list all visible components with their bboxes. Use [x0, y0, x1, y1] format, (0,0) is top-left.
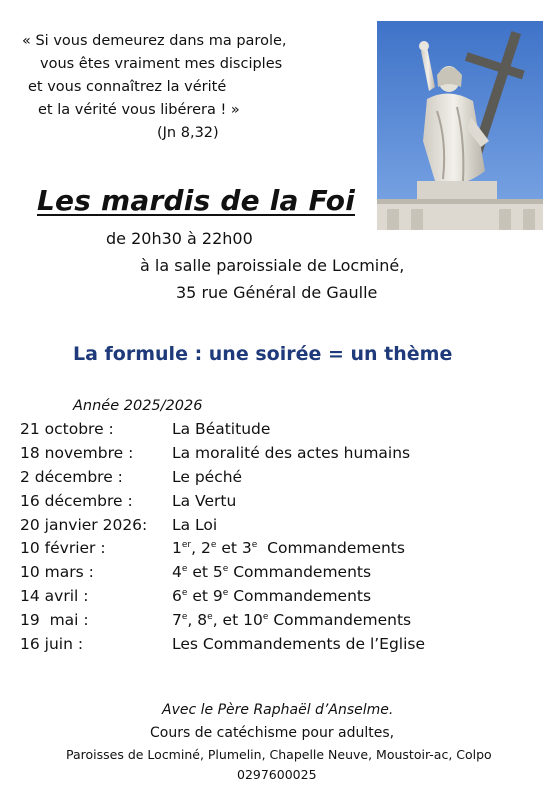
schedule-theme: 6e et 9e Commandements	[172, 587, 372, 606]
schedule-date: 10 février :	[20, 539, 106, 558]
schedule-theme: La moralité des actes humains	[172, 443, 411, 462]
phone-number: 0297600025	[237, 767, 317, 782]
schedule-theme: La Béatitude	[172, 420, 271, 438]
schedule-date: 21 octobre :	[20, 420, 114, 438]
schedule-row	[20, 539, 540, 563]
quote-reference: (Jn 8,32)	[157, 125, 219, 141]
schedule-theme: 4e et 5e Commandements	[172, 563, 372, 582]
schedule-row	[20, 587, 540, 611]
schedule-date: 14 avril :	[20, 587, 89, 606]
schedule-date: 16 juin :	[20, 635, 84, 654]
event-place: à la salle paroissiale de Locminé,	[140, 256, 405, 275]
event-time: de 20h30 à 22h00	[106, 229, 253, 248]
schedule-list	[20, 420, 540, 659]
schedule-row	[20, 492, 540, 516]
schedule-date: 10 mars :	[20, 563, 94, 582]
schedule-row	[20, 420, 540, 444]
parishes-line: Paroisses de Locminé, Plumelin, Chapelle Neuve, Moustoir-ac, Colpo	[66, 747, 492, 762]
quote-line-4: et la vérité vous libérera ! »	[38, 102, 240, 118]
schedule-date: 18 novembre :	[20, 443, 134, 462]
schedule-theme: 1er, 2e et 3e Commandements	[172, 539, 405, 558]
schedule-row	[20, 635, 540, 659]
schedule-date: 2 décembre :	[20, 467, 123, 486]
quote-line-2: vous êtes vraiment mes disciples	[40, 56, 283, 72]
schedule-date: 16 décembre :	[20, 491, 133, 510]
event-address: 35 rue Général de Gaulle	[176, 283, 378, 302]
course-line: Cours de catéchisme pour adultes,	[150, 725, 395, 741]
priest-line: Avec le Père Raphaël d’Anselme.	[162, 702, 394, 718]
quote-line-3: et vous connaîtrez la vérité	[28, 79, 227, 95]
schedule-date: 19 mai :	[20, 611, 89, 630]
bible-quote	[22, 30, 352, 145]
schedule-theme: 7e, 8e, et 10e Commandements	[172, 611, 412, 630]
schedule-date: 20 janvier 2026:	[20, 515, 148, 534]
schedule-theme: La Loi	[172, 515, 218, 534]
year-label: Année 2025/2026	[73, 398, 203, 414]
page-title: Les mardis de la Foi	[37, 184, 355, 217]
schedule-theme: Le péché	[172, 467, 243, 486]
schedule-row	[20, 444, 540, 468]
schedule-row	[20, 468, 540, 492]
schedule-row	[20, 563, 540, 587]
quote-line-1: « Si vous demeurez dans ma parole,	[22, 33, 287, 49]
christ-statue-photo	[377, 21, 543, 230]
schedule-theme: Les Commandements de l’Eglise	[172, 635, 426, 654]
schedule-theme: La Vertu	[172, 491, 237, 510]
schedule-row	[20, 516, 540, 540]
christ-statue-with-cross-icon	[377, 21, 543, 230]
formula-heading: La formule : une soirée = un thème	[73, 343, 453, 365]
schedule-row	[20, 611, 540, 635]
